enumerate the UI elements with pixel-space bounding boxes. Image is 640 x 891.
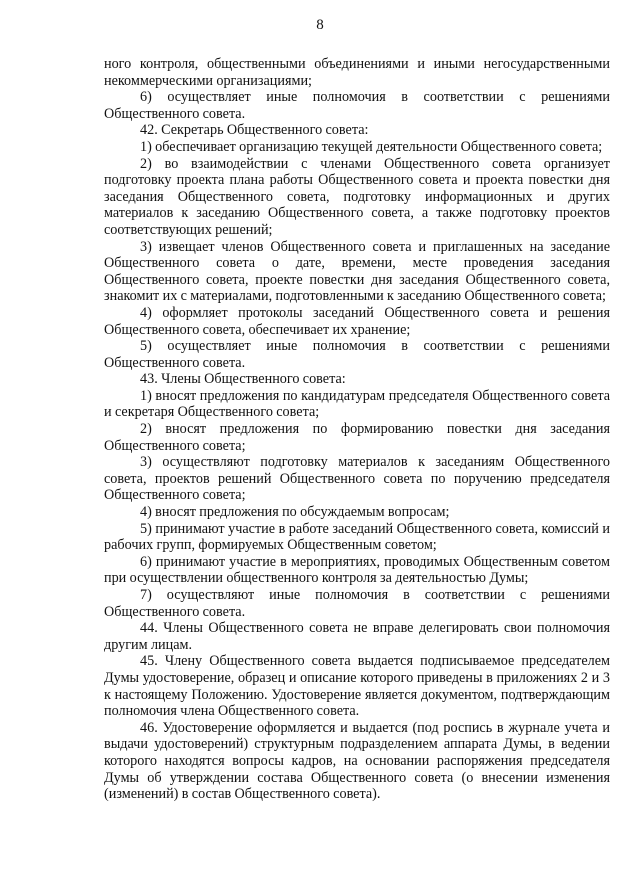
paragraph-41-item-6: 6) осуществляет иные полномочия в соответствии с решениями Общественного совета. [104,89,610,122]
page-number: 8 [316,17,324,33]
paragraph-43-item-1: 1) вносят предложения по кандидатурам председателя Общественного совета и секретаря Общественного совета; [104,387,610,421]
paragraph-43-item-3: 3) осуществляют подготовку материалов к заседаниям Общественного совета, проектов решений Общественного совета по поручению председателя Общественного совета; [104,454,610,504]
paragraph-continuation: ного контроля, общественными объединениями и иными негосударственными некоммерческими организациями; [104,56,610,89]
paragraph-42-item-4: 4) оформляет протоколы заседаний Общественного совета и решения Общественного совета, обеспечивает их хранение; [104,304,610,338]
paragraph-42-heading: 42. Секретарь Общественного совета: [140,122,369,139]
paragraph-46: 46. Удостоверение оформляется и выдается (под роспись в журнале учета и выдачи удостоверений) структурным подразделением аппарата Думы, в ведении которого находятся вопросы кадров, на основании распоряжения председателя Думы об утверждении состава Общественного совета (о внесении изменения (изменений) в состав Общественного совета). [104,719,610,803]
paragraph-43-item-7: 7) осуществляют иные полномочия в соответствии с решениями Общественного совета. [104,587,610,620]
document-body [104,56,610,803]
paragraph-43-item-2: 2) вносят предложения по формированию повестки дня заседания Общественного совета; [104,421,610,454]
paragraph-42-item-5: 5) осуществляет иные полномочия в соответствии с решениями Общественного совета. [104,338,610,371]
paragraph-42-item-2: 2) во взаимодействии с членами Общественного совета организует подготовку проекта плана работы Общественного совета и проекта повестки дня заседания Общественного совета, подготовку информационных и других материалов к заседанию Общественного совета, а также подготовку проектов соответствующих решений; [104,155,610,238]
paragraph-43-item-5: 5) принимают участие в работе заседаний Общественного совета, комиссий и рабочих групп, формируемых Общественным советом; [104,520,610,554]
paragraph-43-heading: 43. Члены Общественного совета: [140,371,346,388]
paragraph-42-item-3: 3) извещает членов Общественного совета и приглашенных на заседание Общественного совета о дате, времени, месте проведения заседания Общественного совета, проекте повестки дня заседания Общественного совета, знакомит их с материалами, подготовленными к заседанию Общественного совета; [104,238,610,305]
paragraph-42-item-1: 1) обеспечивает организацию текущей деятельности Общественного совета; [140,138,603,155]
paragraph-43-item-6: 6) принимают участие в мероприятиях, проводимых Общественным советом при осуществлении общественного контроля за деятельностью Думы; [104,553,610,587]
paragraph-44: 44. Члены Общественного совета не вправе делегировать свои полномочия другим лицам. [104,620,610,653]
paragraph-43-item-4: 4) вносят предложения по обсуждаемым вопросам; [140,504,450,521]
paragraph-45: 45. Члену Общественного совета выдается подписываемое председателем Думы удостоверение, образец и описание которого приведены в приложениях 2 и 3 к настоящему Положению. Удостоверение является документом, подтверждающим полномочия члена Общественного совета. [104,653,610,720]
